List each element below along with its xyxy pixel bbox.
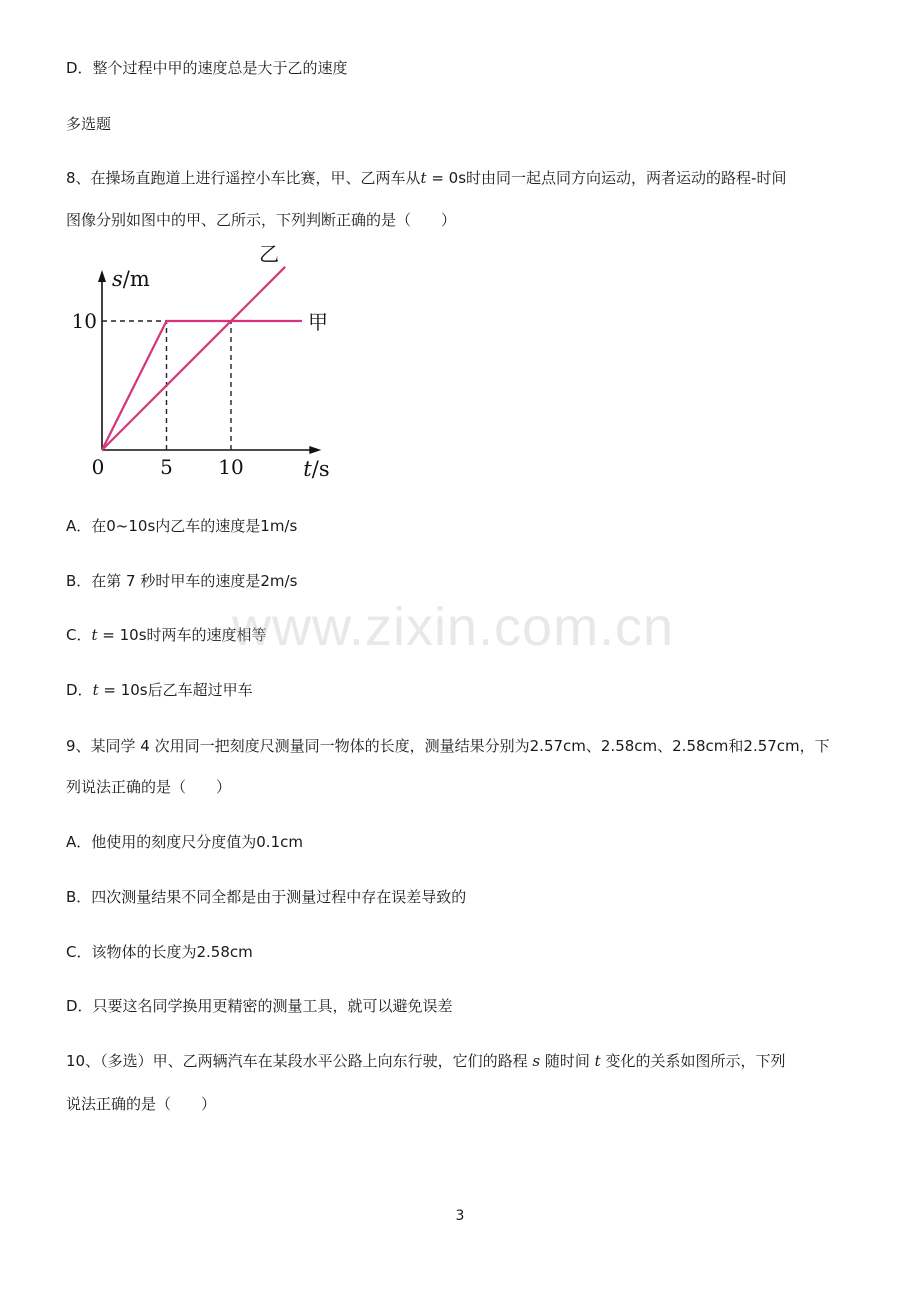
q8-option-b: B．在第 7 秒时甲车的速度是2m/s bbox=[66, 572, 298, 590]
q8-option-a: A．在0~10s内乙车的速度是1m/s bbox=[66, 517, 298, 535]
q8-option-c-prefix: C． bbox=[66, 626, 92, 644]
watermark: www.zixin.com.cn bbox=[232, 597, 675, 657]
series-label-1: 乙 bbox=[259, 241, 280, 266]
question-8-stem-line1 bbox=[66, 168, 786, 188]
series-line-1 bbox=[102, 267, 285, 450]
graph-labels bbox=[72, 242, 330, 481]
page-number: 3 bbox=[455, 1208, 465, 1224]
q10-text-c: 变化的关系如图所示，下列 bbox=[605, 1052, 786, 1070]
q8-option-c-var: t bbox=[91, 626, 98, 644]
prev-option-d: D．整个过程中甲的速度总是大于乙的速度 bbox=[66, 59, 348, 77]
question-9-stem-line1: 9、某同学 4 次用同一把刻度尺测量同一物体的长度，测量结果分别为2.57cm、2.58cm、2.58cm和2.57cm，下 bbox=[66, 737, 830, 755]
q9-option-d: D．只要这名同学换用更精密的测量工具，就可以避免误差 bbox=[66, 997, 453, 1015]
question-8-stem-line2: 图像分别如图中的甲、乙所示，下列判断正确的是（ ） bbox=[66, 211, 457, 229]
q8-text-a: 8、在操场直跑道上进行遥控小车比赛，甲、乙两车从 bbox=[66, 169, 421, 187]
q8-option-d-rest: = 10s后乙车超过甲车 bbox=[98, 681, 253, 699]
q8-option-d-var: t bbox=[92, 681, 99, 699]
distance-time-graph bbox=[71, 241, 330, 487]
y-tick-label-0: 10 bbox=[71, 309, 97, 333]
q9-option-a: A．他使用的刻度尺分度值为0.1cm bbox=[66, 833, 303, 851]
x-axis-arrowhead bbox=[309, 446, 321, 454]
origin-label: 0 bbox=[91, 455, 105, 479]
q8-option-d bbox=[66, 680, 253, 700]
series-label-0: 甲 bbox=[307, 310, 328, 334]
section-heading: 多选题 bbox=[66, 115, 112, 133]
x-axis-label: t/s bbox=[303, 457, 330, 481]
question-9-stem-line2: 列说法正确的是（ ） bbox=[66, 778, 232, 796]
y-axis-arrowhead bbox=[98, 270, 106, 282]
q8-text-b: = 0s时由同一起点同方向运动，两者运动的路程-时间 bbox=[426, 169, 787, 187]
q9-option-b: B．四次测量结果不同全都是由于测量过程中存在误差导致的 bbox=[66, 888, 467, 906]
question-10-stem-line1 bbox=[66, 1051, 785, 1071]
q10-var-t: t bbox=[594, 1052, 601, 1070]
q10-text-b: 随时间 bbox=[544, 1052, 590, 1070]
q9-option-c: C．该物体的长度为2.58cm bbox=[66, 943, 253, 961]
x-tick-label-1: 10 bbox=[218, 455, 244, 479]
q8-var-t: t bbox=[420, 169, 427, 187]
y-axis-label: s/m bbox=[112, 267, 150, 291]
q10-text-a: 10、（多选）甲、乙两辆汽车在某段水平公路上向东行驶，它们的路程 bbox=[66, 1052, 528, 1070]
x-tick-label-0: 5 bbox=[160, 455, 173, 479]
graph-axes bbox=[98, 270, 321, 454]
graph-series bbox=[102, 267, 302, 450]
series-line-0 bbox=[102, 321, 302, 450]
question-10-stem-line2: 说法正确的是（ ） bbox=[66, 1095, 217, 1113]
q8-option-d-prefix: D． bbox=[66, 681, 93, 699]
q8-option-c-rest: = 10s时两车的速度相等 bbox=[97, 626, 267, 644]
q10-var-s: s bbox=[532, 1052, 541, 1070]
